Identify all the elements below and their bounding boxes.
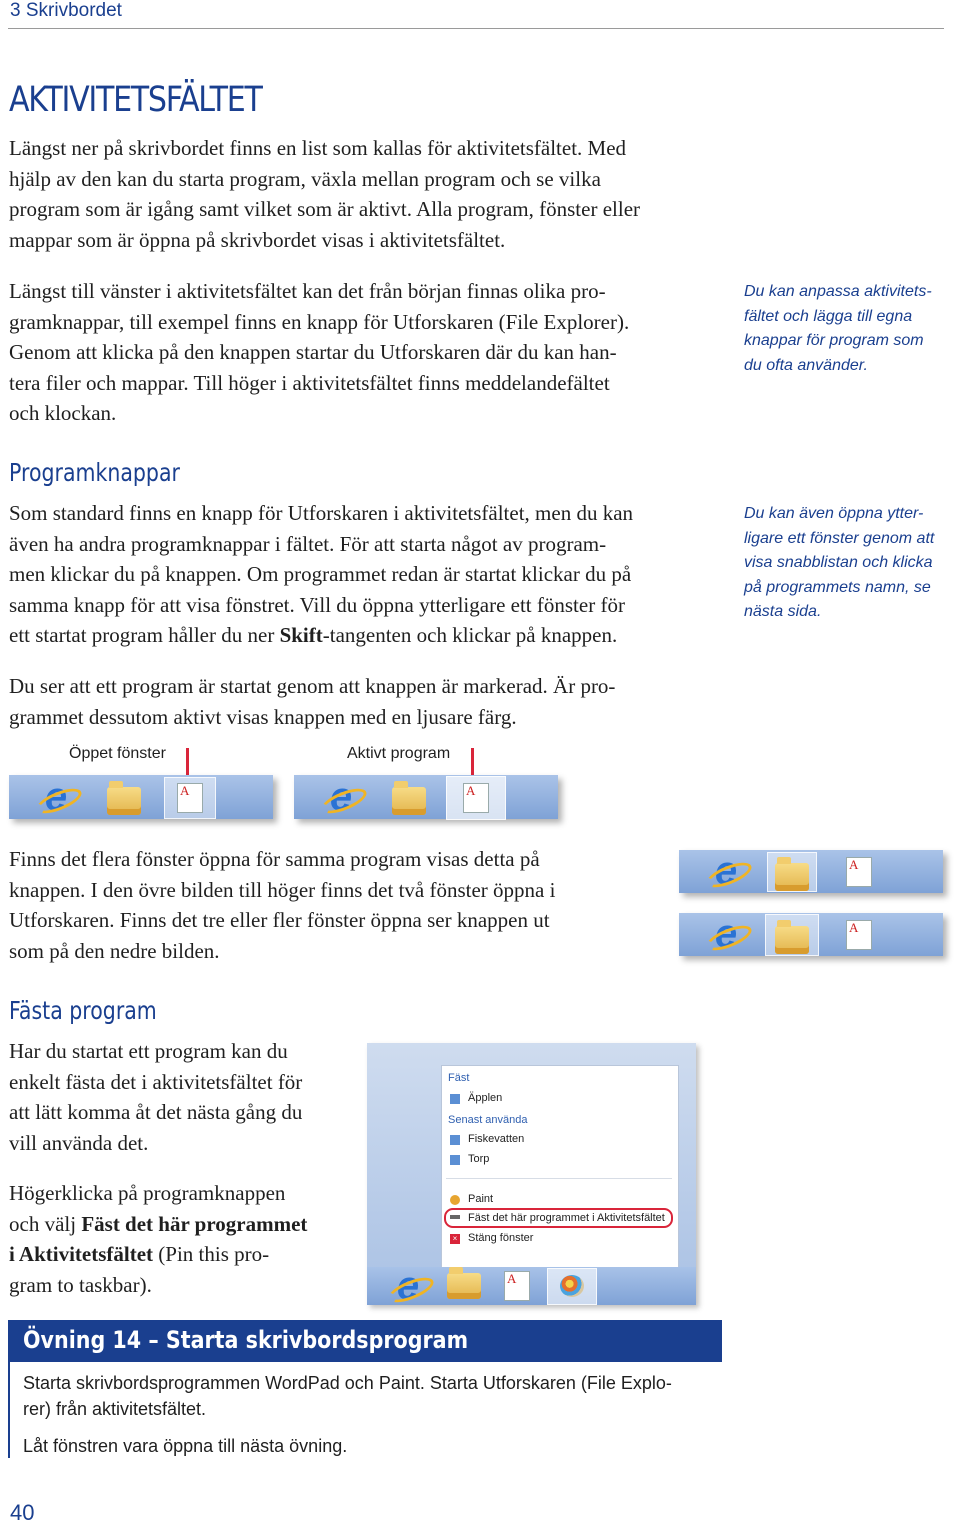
paint-palette-icon [560, 1275, 584, 1297]
exercise-title: Övning 14 – Starta skrivbordsprogram [23, 1326, 469, 1354]
chapter-header: 3 Skrivbordet [10, 0, 122, 21]
text-line: och klockan. [9, 401, 117, 425]
text-line: som på den nedre bilden. [9, 938, 220, 963]
picture-icon [450, 1135, 460, 1145]
internet-explorer-icon[interactable]: e [39, 780, 73, 814]
wordpad-icon[interactable]: A [504, 1271, 530, 1301]
internet-explorer-icon[interactable]: e [324, 780, 358, 814]
pin-command-term: i Aktivitetsfältet [9, 1242, 154, 1266]
jump-list-item-paint[interactable]: Paint [468, 1193, 494, 1205]
text-line: program som är igång samt vilket som är aktivt. Alla program, fönster eller [9, 197, 641, 221]
page-number: 40 [10, 1500, 35, 1525]
note-line: nästa sida. [744, 603, 822, 620]
taskbar-paragraph [9, 276, 629, 429]
exercise-body [23, 1371, 672, 1422]
file-explorer-icon [775, 926, 809, 954]
exercise-note: Låt fönstren vara öppna till nästa övning. [23, 1436, 348, 1456]
note-line: ligare ett fönster genom att [744, 529, 935, 547]
note-line: knappar för program som [744, 332, 924, 349]
shift-key-term: Skift [279, 623, 323, 647]
exercise-side-rule [8, 1362, 10, 1458]
pin-command-term: Fäst det här programmet [81, 1211, 308, 1236]
text-line: hjälp av den kan du starta program, växla mellan program och se vilka [9, 166, 601, 191]
text-line: Har du startat ett program kan du [9, 1039, 288, 1063]
section-title: AKTIVITETSFÄLTET [9, 80, 262, 120]
wordpad-icon: A [177, 783, 203, 813]
file-explorer-icon[interactable] [447, 1273, 481, 1299]
file-explorer-icon[interactable] [107, 787, 141, 815]
close-icon: × [450, 1234, 460, 1244]
pin-intro-paragraph [9, 1036, 302, 1158]
text-line: Högerklicka på programknappen [9, 1181, 286, 1205]
picture-icon [450, 1155, 460, 1165]
text-line: samma knapp för att visa fönstret. Vill du öppna ytterligare ett fönster för [9, 592, 625, 617]
taskbar-jump-list [367, 1264, 696, 1308]
side-note-jumplist [744, 502, 934, 625]
intro-paragraph [9, 133, 640, 255]
note-line: fältet och lägga till egna [744, 307, 913, 325]
jump-list-item-pin[interactable]: Fäst det här programmet i Aktivitetsfältet [468, 1212, 665, 1224]
text-line: knappen. I den övre bilden till höger finns det två fönster öppna i [9, 877, 556, 902]
wordpad-button-active[interactable] [446, 776, 506, 820]
text-line: Som standard finns en knapp för Utforskaren i aktivitetsfältet, men du kan [9, 501, 634, 525]
heading-fasta-program: Fästa program [9, 996, 157, 1025]
note-line: Du kan anpassa aktivitets- [744, 283, 932, 300]
jump-list-section-pinned: Fäst [448, 1072, 470, 1084]
taskbar-open-window [9, 775, 273, 819]
text-line: men klickar du på knappen. Om programmet redan är startat klickar du på [9, 562, 632, 586]
note-line: du ofta använder. [744, 356, 868, 374]
file-explorer-button-three-windows[interactable] [765, 914, 819, 956]
text-line: gramknappar, till exempel finns en knapp för Utforskaren (File Explorer). [9, 309, 630, 334]
text-line: ett startat program håller du ner Skift-tangenten och klickar på knappen. [9, 623, 618, 647]
marked-button-paragraph [9, 671, 615, 732]
internet-explorer-icon[interactable]: e [391, 1269, 425, 1303]
note-line: på programmets namn, se [744, 578, 931, 596]
text-line: i Aktivitetsfältet (Pin this pro- [9, 1242, 270, 1266]
side-note-customize [744, 280, 932, 378]
file-explorer-icon [775, 863, 809, 891]
jump-list-screenshot [367, 1043, 696, 1308]
text-line: mappar som är öppna på skrivbordet visas i aktivitetsfältet. [9, 227, 506, 252]
heading-programknappar: Programknappar [9, 458, 180, 487]
text-line: Genom att klicka på den knappen startar du Utforskaren där du kan han- [9, 340, 617, 364]
text-line: vill använda det. [9, 1130, 149, 1155]
text-line: Starta skrivbordsprogrammen WordPad och Paint. Starta Utforskaren (File Explo- [23, 1373, 672, 1393]
taskbar-active-program [294, 775, 558, 819]
text-line: Längst till vänster i aktivitetsfältet kan det från början finnas olika pro- [9, 279, 606, 303]
jump-list-item-fiskevatten[interactable]: Fiskevatten [468, 1133, 525, 1145]
jump-list-item-applen[interactable]: Äpplen [468, 1092, 503, 1104]
picture-icon [450, 1094, 460, 1104]
text-line: Du ser att ett program är startat genom att knappen är markerad. Är pro- [9, 674, 616, 698]
pin-instruction-paragraph [9, 1178, 307, 1300]
jump-list-menu [441, 1065, 679, 1271]
text-line: rer) från aktivitetsfältet. [23, 1398, 207, 1419]
wordpad-icon[interactable]: A [846, 857, 872, 887]
wordpad-icon[interactable]: A [846, 920, 872, 950]
text-line: även ha andra programknappar i fältet. För att starta något av program- [9, 531, 607, 556]
text-line: och välj Fäst det här programmet [9, 1211, 308, 1236]
text-line: grammet dessutom aktivt visas knappen med en ljusare färg. [9, 704, 517, 729]
label-open-window: Öppet fönster [69, 745, 166, 762]
text-line: Finns det flera fönster öppna för samma program visas detta på [9, 847, 540, 871]
text-line: enkelt fästa det i aktivitetsfältet för [9, 1069, 303, 1094]
label-active-program: Aktivt program [347, 745, 451, 762]
file-explorer-button-two-windows[interactable] [767, 852, 817, 892]
jump-list-section-recent: Senast använda [448, 1114, 528, 1126]
jump-list-item-torp[interactable]: Torp [468, 1153, 490, 1165]
wordpad-button-open[interactable] [164, 777, 216, 819]
text-line: tera filer och mappar. Till höger i aktivitetsfältet finns meddelandefältet [9, 370, 610, 395]
note-line: Du kan även öppna ytter- [744, 505, 924, 522]
programknappar-paragraph [9, 498, 633, 651]
internet-explorer-icon[interactable]: e [709, 854, 743, 888]
pin-icon [450, 1215, 460, 1219]
wordpad-icon: A [463, 783, 489, 813]
taskbar-two-windows [679, 850, 943, 893]
file-explorer-icon[interactable] [392, 787, 426, 815]
text-line: gram to taskbar). [9, 1272, 152, 1297]
paint-icon [450, 1195, 460, 1205]
jump-list-item-close[interactable]: Stäng fönster [468, 1232, 534, 1244]
header-divider [8, 28, 944, 29]
pointer-open-window [186, 748, 189, 778]
text-line: Längst ner på skrivbordet finns en list som kallas för aktivitetsfältet. Med [9, 136, 627, 160]
text-line: att lätt komma åt det nästa gång du [9, 1100, 303, 1124]
internet-explorer-icon[interactable]: e [709, 917, 743, 951]
text-line: Utforskaren. Finns det tre eller fler fönster öppna ser knappen ut [9, 908, 550, 932]
menu-divider [446, 1178, 672, 1179]
note-line: visa snabblistan och klicka [744, 554, 933, 571]
paint-button[interactable] [547, 1268, 597, 1305]
taskbar-three-windows [679, 913, 943, 956]
multiple-windows-paragraph [9, 844, 555, 966]
